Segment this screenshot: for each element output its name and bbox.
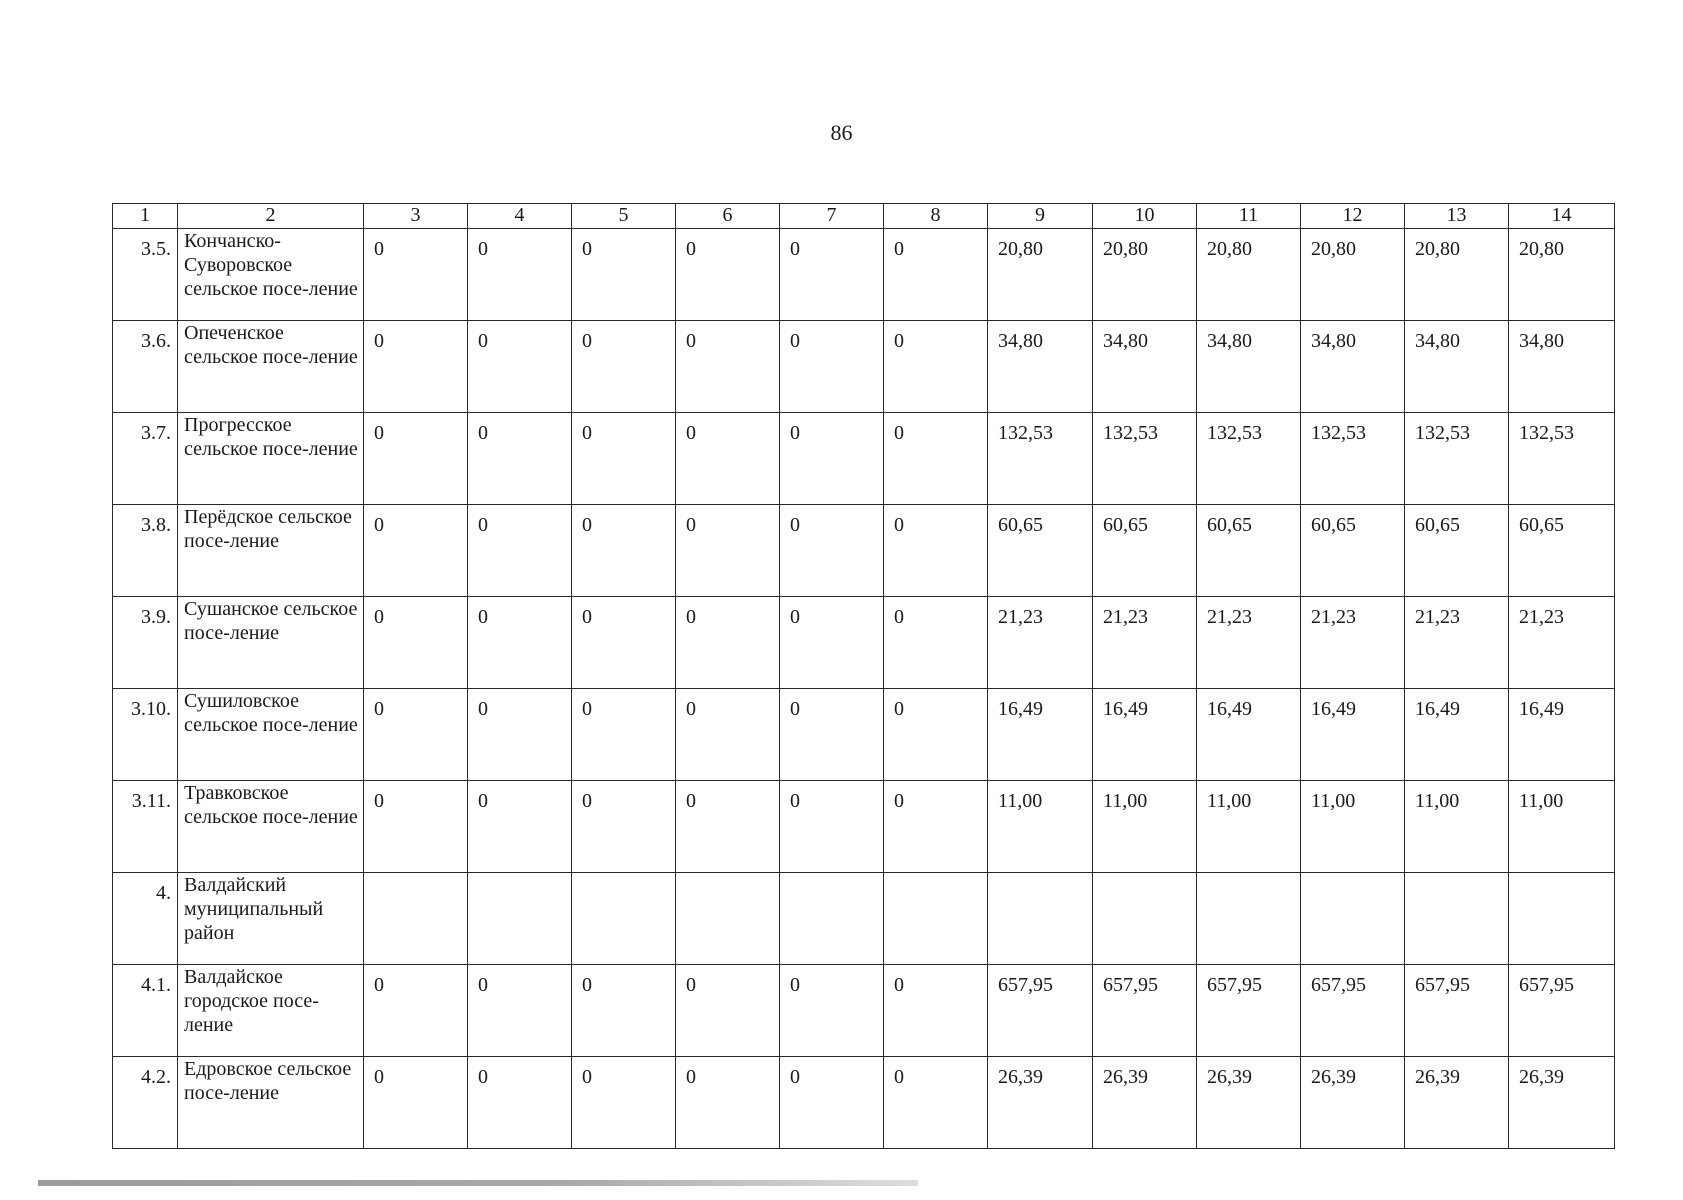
value-cell: 0 xyxy=(780,781,884,873)
value-cell: 21,23 xyxy=(1197,597,1301,689)
value-cell xyxy=(572,873,676,965)
settlement-name-cell: Сушиловское сельское посе-ление xyxy=(178,689,364,781)
value-cell: 21,23 xyxy=(1405,597,1509,689)
row-number-cell: 3.6. xyxy=(113,321,178,413)
row-number-cell: 4.2. xyxy=(113,1057,178,1149)
value-cell: 0 xyxy=(780,965,884,1057)
row-number-cell: 4.1. xyxy=(113,965,178,1057)
value-cell: 657,95 xyxy=(1093,965,1197,1057)
value-cell: 657,95 xyxy=(988,965,1093,1057)
value-cell xyxy=(676,873,780,965)
value-cell: 132,53 xyxy=(1301,413,1405,505)
table-row xyxy=(113,597,1615,689)
value-cell: 26,39 xyxy=(1093,1057,1197,1149)
value-cell: 0 xyxy=(572,229,676,321)
value-cell xyxy=(1509,873,1615,965)
value-cell: 20,80 xyxy=(1197,229,1301,321)
settlement-name-cell: Едровское сельское посе-ление xyxy=(178,1057,364,1149)
table-row xyxy=(113,1057,1615,1149)
column-header: 2 xyxy=(178,204,364,229)
settlement-name-cell: Валдайский муниципальный район xyxy=(178,873,364,965)
value-cell: 0 xyxy=(780,689,884,781)
column-header: 14 xyxy=(1509,204,1615,229)
column-header: 12 xyxy=(1301,204,1405,229)
settlement-name-cell: Сушанское сельское посе-ление xyxy=(178,597,364,689)
value-cell xyxy=(884,873,988,965)
value-cell: 0 xyxy=(468,597,572,689)
row-number-cell: 3.5. xyxy=(113,229,178,321)
value-cell: 20,80 xyxy=(1301,229,1405,321)
settlement-name-cell: Перёдское сельское посе-ление xyxy=(178,505,364,597)
value-cell: 0 xyxy=(884,413,988,505)
value-cell: 60,65 xyxy=(1509,505,1615,597)
value-cell: 0 xyxy=(780,413,884,505)
column-header: 4 xyxy=(468,204,572,229)
settlement-name-cell: Травковское сельское посе-ление xyxy=(178,781,364,873)
row-number-cell: 4. xyxy=(113,873,178,965)
value-cell: 34,80 xyxy=(1093,321,1197,413)
value-cell: 0 xyxy=(884,597,988,689)
value-cell: 0 xyxy=(364,781,468,873)
column-header: 3 xyxy=(364,204,468,229)
value-cell: 21,23 xyxy=(1509,597,1615,689)
value-cell: 34,80 xyxy=(1301,321,1405,413)
value-cell: 0 xyxy=(676,597,780,689)
value-cell: 0 xyxy=(572,965,676,1057)
table-body xyxy=(113,229,1615,1149)
value-cell: 16,49 xyxy=(1301,689,1405,781)
value-cell: 26,39 xyxy=(1509,1057,1615,1149)
value-cell: 0 xyxy=(364,965,468,1057)
value-cell: 0 xyxy=(468,229,572,321)
value-cell: 11,00 xyxy=(988,781,1093,873)
value-cell: 11,00 xyxy=(1405,781,1509,873)
value-cell xyxy=(780,873,884,965)
value-cell: 0 xyxy=(676,1057,780,1149)
table-row xyxy=(113,965,1615,1057)
value-cell: 0 xyxy=(780,321,884,413)
table-row xyxy=(113,873,1615,965)
value-cell: 16,49 xyxy=(988,689,1093,781)
value-cell: 0 xyxy=(572,597,676,689)
value-cell: 26,39 xyxy=(1301,1057,1405,1149)
value-cell: 0 xyxy=(572,413,676,505)
value-cell: 60,65 xyxy=(1301,505,1405,597)
value-cell: 657,95 xyxy=(1509,965,1615,1057)
value-cell: 0 xyxy=(884,1057,988,1149)
table-row xyxy=(113,413,1615,505)
value-cell: 0 xyxy=(572,505,676,597)
header-row xyxy=(113,204,1615,229)
value-cell: 60,65 xyxy=(1405,505,1509,597)
value-cell: 657,95 xyxy=(1197,965,1301,1057)
value-cell: 0 xyxy=(572,1057,676,1149)
value-cell: 60,65 xyxy=(988,505,1093,597)
value-cell: 0 xyxy=(364,1057,468,1149)
scan-edge-shadow xyxy=(38,1180,918,1186)
settlement-name-cell: Прогресское сельское посе-ление xyxy=(178,413,364,505)
value-cell: 0 xyxy=(676,781,780,873)
settlement-name-cell: Опеченское сельское посе-ление xyxy=(178,321,364,413)
value-cell xyxy=(1093,873,1197,965)
value-cell: 0 xyxy=(884,505,988,597)
value-cell: 11,00 xyxy=(1509,781,1615,873)
value-cell: 0 xyxy=(676,505,780,597)
value-cell: 34,80 xyxy=(1197,321,1301,413)
table-row xyxy=(113,689,1615,781)
value-cell: 0 xyxy=(676,229,780,321)
value-cell: 0 xyxy=(884,321,988,413)
value-cell: 20,80 xyxy=(1405,229,1509,321)
value-cell: 0 xyxy=(364,413,468,505)
value-cell: 0 xyxy=(884,229,988,321)
value-cell: 21,23 xyxy=(988,597,1093,689)
column-header: 5 xyxy=(572,204,676,229)
value-cell: 16,49 xyxy=(1197,689,1301,781)
value-cell: 0 xyxy=(468,321,572,413)
value-cell: 21,23 xyxy=(1301,597,1405,689)
data-table xyxy=(112,203,1615,1149)
value-cell: 0 xyxy=(572,689,676,781)
value-cell: 0 xyxy=(780,1057,884,1149)
value-cell: 132,53 xyxy=(1405,413,1509,505)
column-header: 13 xyxy=(1405,204,1509,229)
settlement-name-cell: Кончанско-Суворовское сельское посе-ление xyxy=(178,229,364,321)
value-cell: 16,49 xyxy=(1093,689,1197,781)
value-cell: 0 xyxy=(780,597,884,689)
value-cell xyxy=(364,873,468,965)
value-cell xyxy=(468,873,572,965)
value-cell: 16,49 xyxy=(1405,689,1509,781)
column-header: 10 xyxy=(1093,204,1197,229)
value-cell: 11,00 xyxy=(1197,781,1301,873)
value-cell: 60,65 xyxy=(1197,505,1301,597)
value-cell: 26,39 xyxy=(1197,1057,1301,1149)
value-cell: 0 xyxy=(780,505,884,597)
value-cell: 16,49 xyxy=(1509,689,1615,781)
value-cell: 11,00 xyxy=(1301,781,1405,873)
table-row xyxy=(113,781,1615,873)
value-cell: 0 xyxy=(572,781,676,873)
value-cell: 657,95 xyxy=(1301,965,1405,1057)
value-cell: 0 xyxy=(364,321,468,413)
value-cell: 0 xyxy=(364,597,468,689)
value-cell: 20,80 xyxy=(1093,229,1197,321)
value-cell: 34,80 xyxy=(988,321,1093,413)
column-header: 9 xyxy=(988,204,1093,229)
value-cell: 0 xyxy=(884,689,988,781)
table-row xyxy=(113,505,1615,597)
table-row xyxy=(113,229,1615,321)
column-header: 7 xyxy=(780,204,884,229)
value-cell: 20,80 xyxy=(1509,229,1615,321)
value-cell: 0 xyxy=(364,229,468,321)
value-cell: 0 xyxy=(468,689,572,781)
value-cell: 11,00 xyxy=(1093,781,1197,873)
value-cell: 132,53 xyxy=(1197,413,1301,505)
value-cell: 132,53 xyxy=(1093,413,1197,505)
value-cell: 0 xyxy=(572,321,676,413)
column-header: 6 xyxy=(676,204,780,229)
row-number-cell: 3.7. xyxy=(113,413,178,505)
settlement-name-cell: Валдайское городское посе-ление xyxy=(178,965,364,1057)
value-cell: 0 xyxy=(468,781,572,873)
row-number-cell: 3.8. xyxy=(113,505,178,597)
value-cell: 0 xyxy=(676,965,780,1057)
value-cell xyxy=(1405,873,1509,965)
value-cell: 34,80 xyxy=(1405,321,1509,413)
column-header: 8 xyxy=(884,204,988,229)
row-number-cell: 3.10. xyxy=(113,689,178,781)
page-number: 86 xyxy=(830,120,853,145)
value-cell xyxy=(1197,873,1301,965)
column-header: 1 xyxy=(113,204,178,229)
value-cell: 21,23 xyxy=(1093,597,1197,689)
value-cell xyxy=(988,873,1093,965)
value-cell: 34,80 xyxy=(1509,321,1615,413)
value-cell: 0 xyxy=(676,321,780,413)
table-row xyxy=(113,321,1615,413)
value-cell: 0 xyxy=(468,505,572,597)
row-number-cell: 3.11. xyxy=(113,781,178,873)
value-cell: 0 xyxy=(884,781,988,873)
value-cell xyxy=(1301,873,1405,965)
value-cell: 0 xyxy=(676,689,780,781)
value-cell: 26,39 xyxy=(1405,1057,1509,1149)
value-cell: 0 xyxy=(780,229,884,321)
value-cell: 0 xyxy=(364,505,468,597)
value-cell: 0 xyxy=(468,965,572,1057)
value-cell: 0 xyxy=(468,413,572,505)
value-cell: 20,80 xyxy=(988,229,1093,321)
value-cell: 0 xyxy=(676,413,780,505)
column-header: 11 xyxy=(1197,204,1301,229)
value-cell: 657,95 xyxy=(1405,965,1509,1057)
value-cell: 0 xyxy=(364,689,468,781)
value-cell: 60,65 xyxy=(1093,505,1197,597)
value-cell: 0 xyxy=(884,965,988,1057)
value-cell: 26,39 xyxy=(988,1057,1093,1149)
value-cell: 0 xyxy=(468,1057,572,1149)
value-cell: 132,53 xyxy=(988,413,1093,505)
value-cell: 132,53 xyxy=(1509,413,1615,505)
row-number-cell: 3.9. xyxy=(113,597,178,689)
